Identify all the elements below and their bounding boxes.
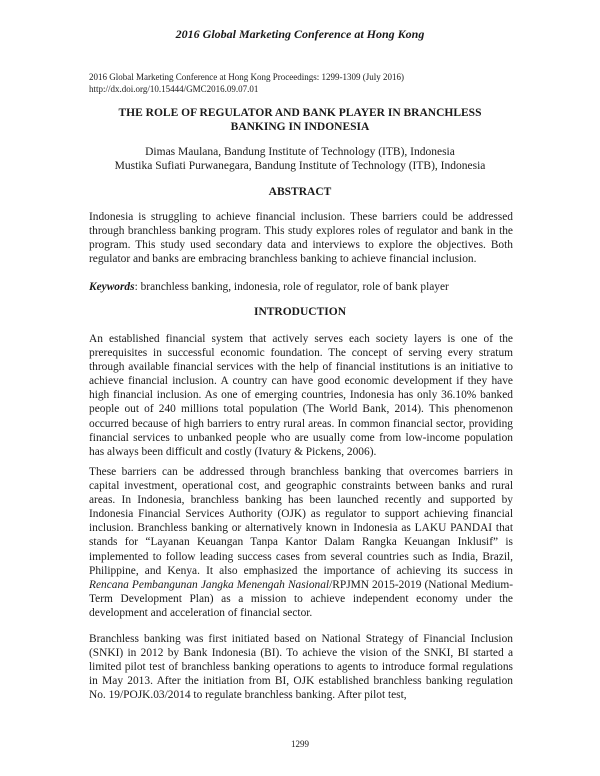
page-number: 1299 <box>291 739 309 749</box>
intro-paragraph-2-text-a: These barriers can be addressed through branchless banking that overcomes barriers in capital investment, operational cost, and geographic constraints between banks and rural areas. In Indonesia, branchless banking has been launched recently and supported by Indonesia Financial Services Authority (OJK) as regulator to support achieving financial inclusion. Branchless banking or alternatively known in Indonesia as LAKU PANDAI that stands for “Layanan Keuangan Tanpa Kantor Dalam Rangka Keuangan Inklusif” is implemented to follow leading success cases from several countries such as India, Brazil, Philippine, and Kenya. It also emphasized the importance of achieving its success in <box>89 466 513 577</box>
author-list <box>40 145 560 173</box>
abstract-text: Indonesia is struggling to achieve financial inclusion. These barriers could be addressed through branchless banking program. This study explores roles of regulator and bank in the program. This study used secondary data and interviews to explore the objectives. Both regulator and banks are embracing branchless banking to achieve financial inclusion. <box>89 211 513 266</box>
keywords-label: Keywords <box>89 281 135 293</box>
running-header: 2016 Global Marketing Conference at Hong Kong <box>175 27 425 41</box>
intro-paragraph-2 <box>89 465 513 620</box>
author-1: Dimas Maulana, Bandung Institute of Technology (ITB), Indonesia <box>145 146 455 158</box>
keywords-text: branchless banking, indonesia, role of regulator, role of bank player <box>140 281 449 293</box>
rpjmn-italic-term: Rencana Pembangunan Jangka Menengah Nasional <box>89 578 330 591</box>
citation-block <box>89 71 519 95</box>
abstract-heading: ABSTRACT <box>268 186 332 198</box>
paper-title-line-2: BANKING IN INDONESIA <box>230 121 370 133</box>
paper-title <box>60 106 540 134</box>
keywords-separator: : <box>134 281 141 293</box>
intro-paragraph-3: Branchless banking was first initiated based on National Strategy of Financial Inclusion (SNKI) in 2012 by Bank Indonesia (BI). To achieve the vision of the SNKI, BI started a limited pilot test of branchless banking operations to agents to introduce formal regulations in May 2013. After the initiation from BI, OJK established branchless banking regulation No. 19/POJK.03/2014 to regulate branchless banking. After pilot test, <box>89 633 513 702</box>
author-2: Mustika Sufiati Purwanegara, Bandung Institute of Technology (ITB), Indonesia <box>114 160 486 172</box>
intro-paragraph-2-text-b: /RPJMN 2015-2019 (National Medium-Term Development Plan) as a mission to achieve independent economy under the development and acceleration of financial sector. <box>89 578 513 619</box>
introduction-heading: INTRODUCTION <box>253 306 346 318</box>
doi-link[interactable]: http://dx.doi.org/10.15444/GMC2016.09.07.01 <box>89 84 259 94</box>
paper-title-line-1: THE ROLE OF REGULATOR AND BANK PLAYER IN BRANCHLESS <box>118 107 482 119</box>
proceedings-line: 2016 Global Marketing Conference at Hong Kong Proceedings: 1299-1309 (July 2016) <box>89 72 404 82</box>
intro-paragraph-1: An established financial system that actively serves each society layers is one of the prerequisites in successful economic foundation. The concept of serving every stratum through available financial services with the help of financial institutions is an initiative to achieve financial inclusion. A country can have good economic development if they have high financial inclusion. As one of emerging countries, Indonesia has only 36.10% banked people out of 240 millions total population (The World Bank, 2014). This phenomenon occurred because of high barriers to entry rural areas. In common financial sector, providing financial services to unbanked people who are usually come from low-income population has always been difficult and costly (Ivatury & Pickens, 2006). <box>89 333 513 458</box>
keywords-line <box>89 280 519 294</box>
